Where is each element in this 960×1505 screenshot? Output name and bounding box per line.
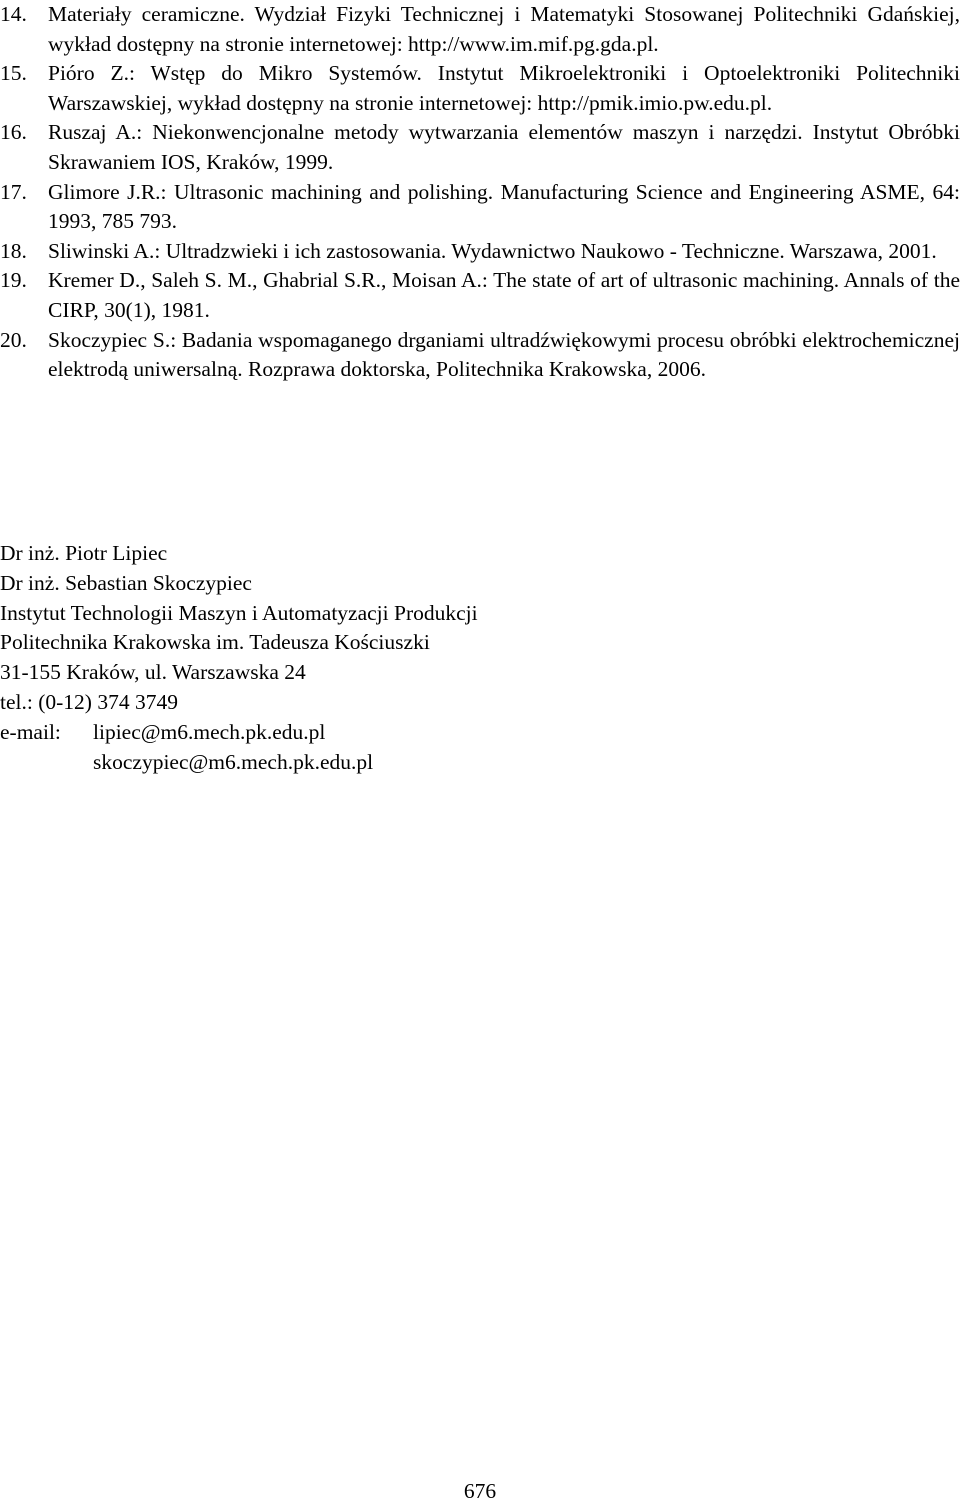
reference-item-15 bbox=[0, 59, 960, 118]
reference-text: Skoczypiec S.: Badania wspomaganego drganiami ultradźwiękowymi procesu obróbki elektrochemicznej elektrodą uniwersalną. Rozprawa doktorska, Politechnika Krakowska, 2006. bbox=[48, 327, 960, 382]
reference-number: 17. bbox=[0, 179, 27, 204]
reference-number: 16. bbox=[0, 120, 27, 145]
email-label: e-mail: bbox=[0, 719, 61, 744]
reference-number: 18. bbox=[0, 238, 27, 263]
reference-item-19 bbox=[0, 266, 960, 325]
author-name-2: Dr inż. Sebastian Skoczypiec bbox=[0, 570, 252, 595]
reference-text: Materiały ceramiczne. Wydział Fizyki Technicznej i Matematyki Stosowanej Politechniki Gdańskiej, wykład dostępny na stronie internetowej: http://www.im.mif.pg.gda.pl. bbox=[48, 2, 960, 56]
reference-item-16 bbox=[0, 118, 960, 177]
reference-text: Sliwinski A.: Ultradzwieki i ich zastosowania. Wydawnictwo Naukowo - Techniczne. Warszawa, 2001. bbox=[48, 238, 937, 263]
reference-text: Ruszaj A.: Niekonwencjonalne metody wytwarzania elementów maszyn i narzędzi. Instytut Obróbki Skrawaniem IOS, Kraków, 1999. bbox=[48, 120, 960, 174]
reference-number: 19. bbox=[0, 268, 27, 293]
author-affiliation-block bbox=[0, 539, 960, 777]
reference-number: 15. bbox=[0, 61, 27, 86]
reference-item-17 bbox=[0, 178, 960, 237]
reference-text: Kremer D., Saleh S. M., Ghabrial S.R., Moisan A.: The state of art of ultrasonic machining. Annals of the CIRP, 30(1), 1981. bbox=[48, 268, 960, 322]
email-address-1: lipiec@m6.mech.pk.edu.pl bbox=[93, 719, 326, 744]
reference-number: 20. bbox=[0, 327, 27, 352]
reference-number: 14. bbox=[0, 2, 27, 26]
reference-list bbox=[0, 0, 960, 385]
author-name-1: Dr inż. Piotr Lipiec bbox=[0, 541, 168, 565]
institute-name: Instytut Technologii Maszyn i Automatyzacji Produkcji bbox=[0, 600, 478, 625]
reference-text: Pióro Z.: Wstęp do Mikro Systemów. Instytut Mikroelektroniki i Optoelektroniki Politechniki Warszawskiej, wykład dostępny na stronie internetowej: http://pmik.imio.pw.edu.pl. bbox=[48, 61, 960, 115]
telephone: tel.: (0-12) 374 3749 bbox=[0, 689, 178, 714]
email-address-2: skoczypiec@m6.mech.pk.edu.pl bbox=[93, 749, 374, 774]
reference-item-14 bbox=[0, 0, 960, 59]
page-number: 676 bbox=[463, 1479, 497, 1503]
university-name: Politechnika Krakowska im. Tadeusza Kościuszki bbox=[0, 630, 430, 655]
reference-text: Glimore J.R.: Ultrasonic machining and polishing. Manufacturing Science and Engineering ASME, 64: 1993, 785 793. bbox=[48, 179, 960, 234]
postal-address: 31-155 Kraków, ul. Warszawska 24 bbox=[0, 660, 306, 685]
reference-item-18 bbox=[0, 237, 960, 267]
email-list bbox=[93, 718, 373, 778]
reference-item-20 bbox=[0, 326, 960, 385]
email-row bbox=[0, 718, 960, 778]
